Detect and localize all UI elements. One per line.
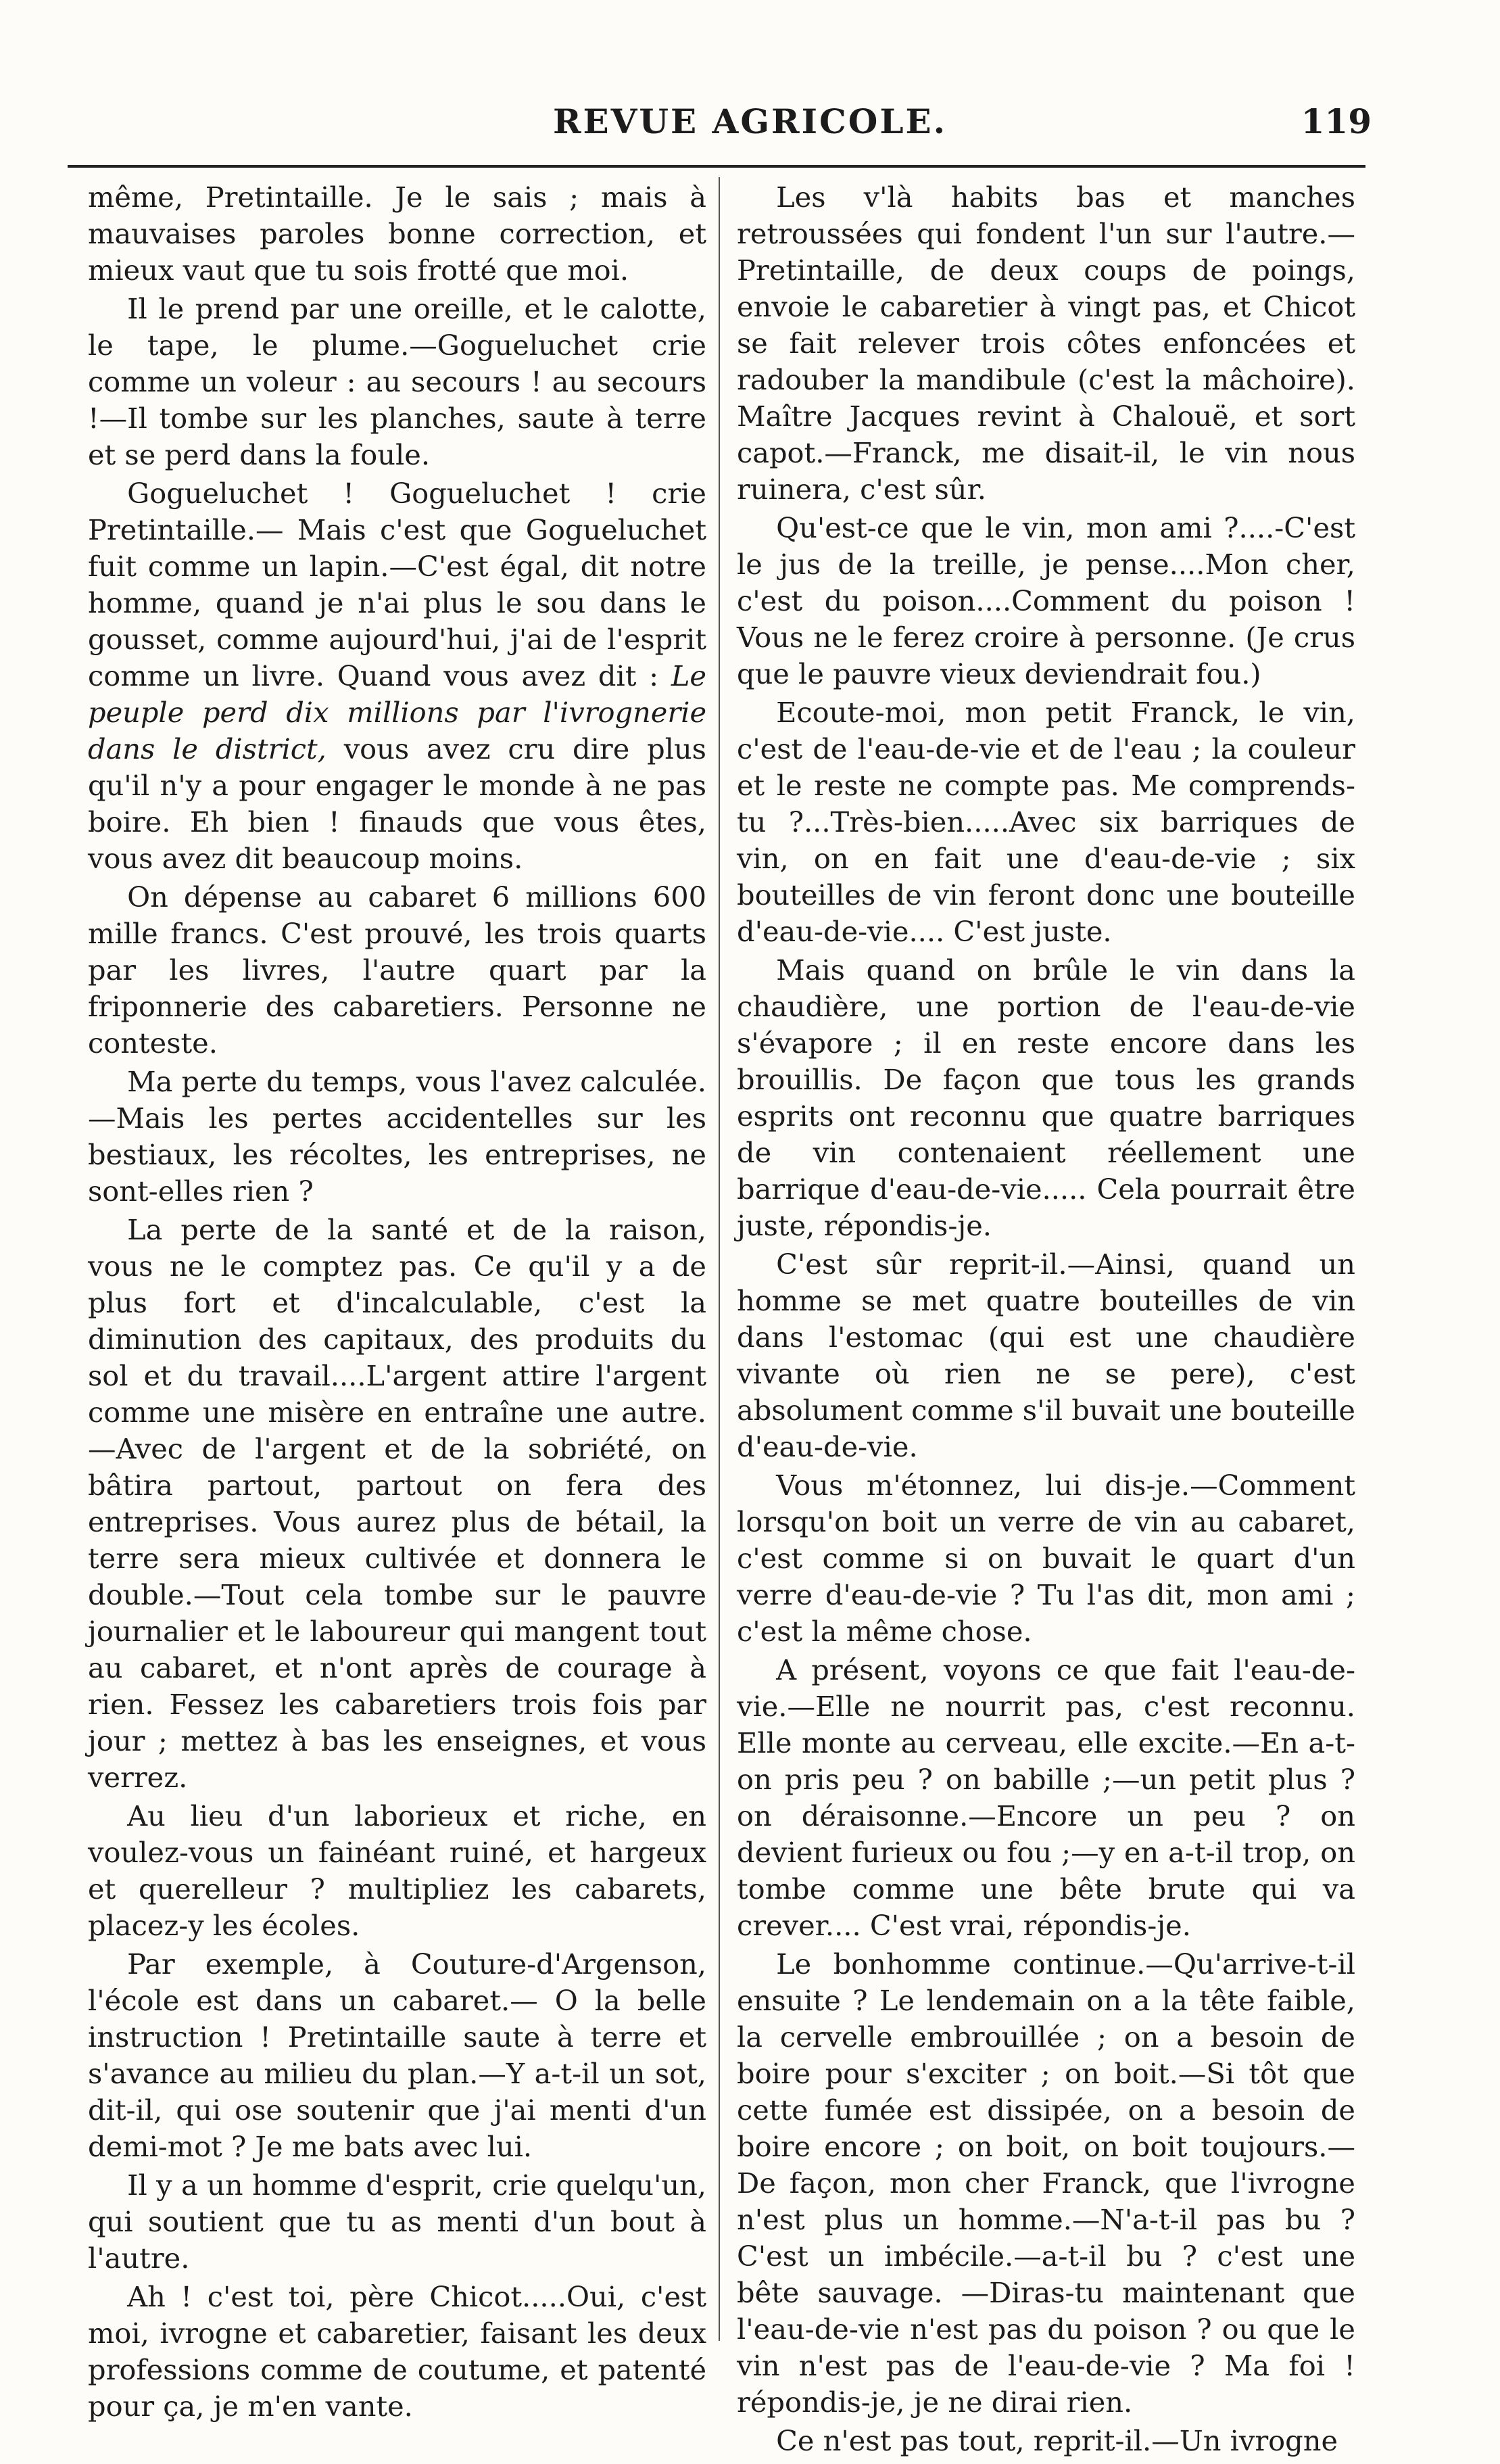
paragraph: Au lieu d'un laborieux et riche, en voulez-vous un fainéant ruiné, et hargeux et querelleur ? multipliez les cabarets, placez-y les écoles. bbox=[88, 1799, 706, 1942]
paragraph: Par exemple, à Couture-d'Argenson, l'école est dans un cabaret.— O la belle instruction ! Pretintaille saute à terre et s'avance au milieu du plan.—Y a-t-il un sot, dit-il, qui ose soutenir que j'ai menti d'un demi-mot ? Je me bats avec lui. bbox=[88, 1947, 706, 2163]
paragraph: On dépense au cabaret 6 millions 600 mille francs. C'est prouvé, les trois quarts par les livres, l'autre quart par la friponnerie des cabaretiers. Personne ne conteste. bbox=[88, 880, 706, 1060]
paragraph-text: Gogueluchet ! Gogueluchet ! crie Pretintaille.— Mais c'est que Gogueluchet fuit comme un lapin.—C'est égal, dit notre homme, quand je n'ai plus le sou dans le gousset, comme aujourd'hui, j'ai de l'esprit comme un livre. Quand vous avez dit : bbox=[88, 477, 706, 692]
page-number: 119 bbox=[1301, 101, 1372, 141]
paragraph: A présent, voyons ce que fait l'eau-de-vie.—Elle ne nourrit pas, c'est reconnu. Elle monte au cerveau, elle excite.—En a-t-on pris peu ? on babille ;—un petit plus ? on déraisonne.—Encore un peu ? on devient furieux ou fou ;—y en a-t-il trop, on tombe comme une bête brute qui va crever.... C'est vrai, répondis-je. bbox=[737, 1653, 1355, 1942]
header-rule bbox=[68, 165, 1365, 168]
paragraph: Qu'est-ce que le vin, mon ami ?....-C'est le jus de la treille, je pense....Mon cher, c'est du poison....Comment du poison ! Vous ne le ferez croire à personne. (Je crus que le pauvre vieux deviendrait fou.) bbox=[737, 511, 1355, 690]
paragraph: Ce n'est pas tout, reprit-il.—Un ivrogne bbox=[776, 2424, 1338, 2457]
paragraph: Mais quand on brûle le vin dans la chaudière, une portion de l'eau-de-vie s'évapore ; il en reste encore dans les brouillis. De façon que tous les grands esprits ont reconnu que quatre barriques de vin contenaient réellement une barrique d'eau-de-vie..... Cela pourrait être juste, répondis-je. bbox=[737, 953, 1355, 1242]
paragraph: Ma perte du temps, vous l'avez calculée. —Mais les pertes accidentelles sur les bestiaux, les récoltes, les entreprises, ne sont-elles rien ? bbox=[88, 1065, 706, 1208]
left-column bbox=[88, 179, 706, 2427]
paragraph: Il y a un homme d'esprit, crie quelqu'un, qui soutient que tu as menti d'un bout à l'autre. bbox=[88, 2169, 706, 2275]
italic-quote: Le peuple perd dix millions par l'ivrognerie dans le district, bbox=[88, 659, 706, 765]
paragraph: Le bonhomme continue.—Qu'arrive-t-il ensuite ? Le lendemain on a la tête faible, la cervelle embrouillée ; on a besoin de boire pour s'exciter ; on boit.—Si tôt que cette fumée est dissipée, on a besoin de boire encore ; on boit, on boit toujours.—De façon, mon cher Franck, que l'ivrogne n'est plus un homme.—N'a-t-il pas bu ? C'est un imbécile.—a-t-il bu ? c'est une bête sauvage. —Diras-tu maintenant que l'eau-de-vie n'est pas du poison ? ou que le vin n'est pas de l'eau-de-vie ? Ma foi ! répondis-je, je ne dirai rien. bbox=[737, 1947, 1355, 2419]
paragraph: Les v'là habits bas et manches retroussées qui fondent l'un sur l'autre.—Pretintaille, de deux coups de poings, envoie le cabaretier à vingt pas, et Chicot se fait relever trois côtes enfoncées et radouber la mandibule (c'est la mâchoire). Maître Jacques revint à Chalouë, et sort capot.—Franck, me disait-il, le vin nous ruinera, c'est sûr. bbox=[737, 181, 1355, 506]
paragraph: Il le prend par une oreille, et le calotte, le tape, le plume.—Gogueluchet crie comme un voleur : au secours ! au secours !—Il tombe sur les planches, saute à terre et se perd dans la foule. bbox=[88, 292, 706, 471]
paragraph-text: vous avez cru dire plus qu'il n'y a pour engager le monde à ne pas boire. Eh bien ! finauds que vous êtes, vous avez dit beaucoup moins. bbox=[88, 732, 706, 875]
paragraph: C'est sûr reprit-il.—Ainsi, quand un homme se met quatre bouteilles de vin dans l'estomac (qui est une chaudière vivante où rien ne se pere), c'est absolument comme s'il buvait une bouteille d'eau-de-vie. bbox=[737, 1248, 1355, 1463]
paragraph: même, Pretintaille. Je le sais ; mais à mauvaises paroles bonne correction, et mieux vaut que tu sois frotté que moi. bbox=[88, 181, 706, 287]
right-column bbox=[737, 179, 1355, 2459]
paragraph bbox=[88, 475, 706, 877]
paragraph: Vous m'étonnez, lui dis-je.—Comment lorsqu'on boit un verre de vin au cabaret, c'est comme si on buvait le quart d'un verre d'eau-de-vie ? Tu l'as dit, mon ami ; c'est la même chose. bbox=[737, 1469, 1355, 1648]
paragraph: Ecoute-moi, mon petit Franck, le vin, c'est de l'eau-de-vie et de l'eau ; la couleur et le reste ne compte pas. Me comprends-tu ?...Très-bien.....Avec six barriques de vin, on en fait une d'eau-de-vie ; six bouteilles de vin feront donc une bouteille d'eau-de-vie.... C'est juste. bbox=[737, 696, 1355, 948]
running-header-title: REVUE AGRICOLE. bbox=[552, 101, 948, 141]
paragraph: La perte de la santé et de la raison, vous ne le comptez pas. Ce qu'il y a de plus fort et d'incalculable, c'est la diminution des capitaux, des produits du sol et du travail....L'argent attire l'argent comme une misère en entraîne une autre.—Avec de l'argent et de la sobriété, on bâtira partout, partout on fera des entreprises. Vous aurez plus de bétail, la terre sera mieux cultivée et donnera le double.—Tout cela tombe sur le pauvre journalier et le laboureur qui mangent tout au cabaret, et n'ont après de courage à rien. Fessez les cabaretiers trois fois par jour ; mettez à bas les enseignes, et vous verrez. bbox=[88, 1213, 706, 1794]
column-divider bbox=[719, 177, 720, 2341]
paragraph: Ah ! c'est toi, père Chicot.....Oui, c'est moi, ivrogne et cabaretier, faisant les deux professions comme de coutume, et patenté pour ça, je m'en vante. bbox=[88, 2280, 706, 2423]
